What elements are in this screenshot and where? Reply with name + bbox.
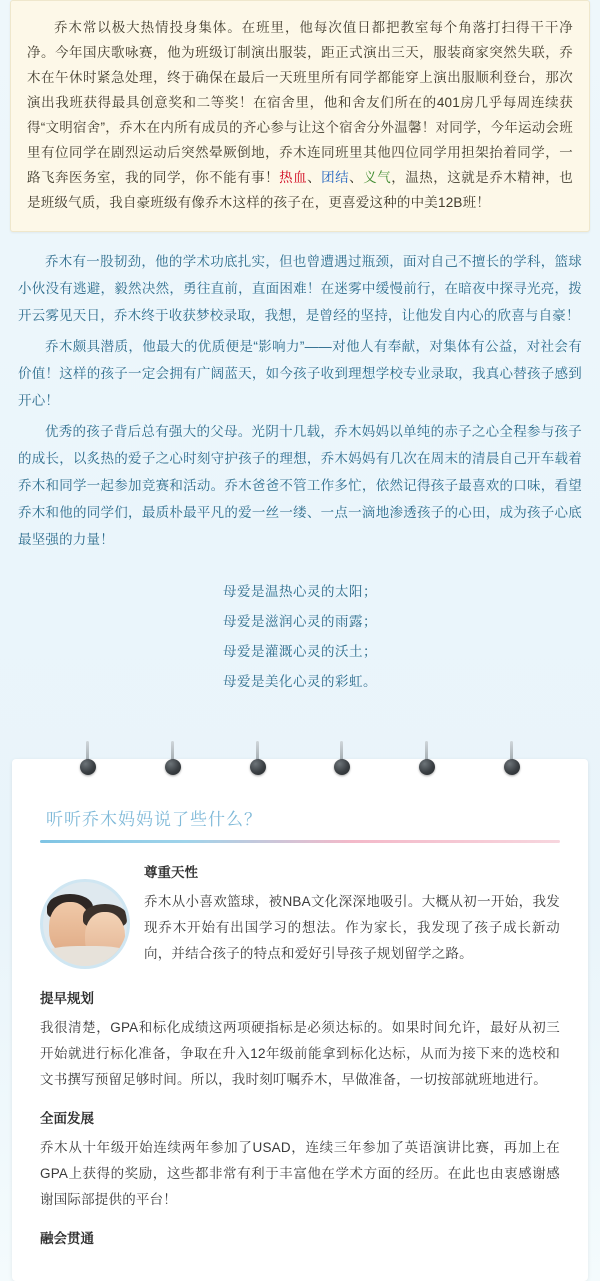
section-block-4: [40, 1227, 560, 1247]
blue-paragraph-3: 优秀的孩子背后总有强大的父母。光阴十几载，乔木妈妈以单纯的赤子之心全程参与孩子的成长，以炙热的爱子之心时刻守护孩子的理想，乔木妈妈有几次在周末的清晨自己开车载着乔木和同学一起参加竞赛和活动。乔木爸爸不管工作多忙，依然记得孩子最喜欢的口味，看望乔木和他的同学们，最质朴最平凡的爱一丝一缕、一点一滴地渗透孩子的心田，成为孩子心底最坚强的力量！: [18, 424, 582, 547]
blue-paragraph-1: 乔木有一股韧劲，他的学术功底扎实，但也曾遭遇过瓶颈，面对自己不擅长的学科，篮球小伙没有逃避，毅然决然，勇往直前，直面困难！在迷雾中缓慢前行，在暗夜中探寻光亮，拨开云雾见天日，乔木终于收获梦校录取，我想，是曾经的坚持，让他发自内心的欣喜与自豪！: [18, 254, 582, 323]
blue-body-block: [0, 232, 600, 563]
intro-text: [144, 861, 560, 973]
highlight-note-card: [10, 0, 590, 232]
intro-row: [40, 861, 560, 973]
notebook-card-wrapper: [12, 741, 588, 1281]
poem-line-2: 母爱是滋润心灵的雨露；: [223, 614, 377, 629]
poem-line-1: 母爱是温热心灵的太阳；: [223, 584, 377, 599]
note-card-paragraph: 乔木常以极大热情投身集体。在班里，他每次值日都把教室每个角落打扫得干干净净。今年国庆歌咏赛，他为班级订制演出服装，距正式演出三天，服装商家突然失联，乔木在午休时紧急处理，终于确保在最后一天班里所有同学都能穿上演出服顺利登台，那次演出我班获得最具创意奖和二等奖！在宿舍里，他和舍友们所在的401房几乎每周连续获得“文明宿舍”，乔木在内所有成员的齐心参与让这个宿舍分外温馨！对同学，今年运动会班里有位同学在剧烈运动后突然晕厥倒地，乔木连同班里其他四位同学用担架抬着同学，一路飞奔医务室，我的同学，你不能有事！热血、团结、义气，温热，这就是乔木精神，也是班级气质，我自豪班级有像乔木这样的孩子在，更喜爱这种的中美12B班！: [27, 20, 573, 210]
title-underline-rule: [40, 840, 560, 843]
section-block-2: [40, 987, 560, 1093]
section-heading-2: 提早规划: [40, 991, 94, 1006]
avatar: [40, 879, 130, 969]
blue-paragraph-2: 乔木颇具潜质，他最大的优质便是“影响力”——对他人有奉献，对集体有公益，对社会有价值！这样的孩子一定会拥有广阔蓝天，如今孩子收到理想学校专业录取，我真心替孩子感到开心！: [18, 339, 582, 408]
section-heading-1: 尊重天性: [144, 865, 198, 880]
notebook-title: 听听乔木妈妈说了些什么？: [46, 810, 262, 829]
section-block-3: [40, 1107, 560, 1213]
notebook-card: [12, 759, 588, 1281]
section-text-3: 乔木从十年级开始连续两年参加了USAD，连续三年参加了英语演讲比赛，再加上在GPA上获得的奖励，这些都非常有利于丰富他在学术方面的经历。在此也由衷感谢感谢国际部提供的平台！: [40, 1140, 560, 1207]
poem-line-3: 母爱是灌溉心灵的沃土；: [223, 644, 377, 659]
section-text-1: 乔木从小喜欢篮球，被NBA文化深深地吸引。大概从初一开始，我发现乔木开始有出国学习的想法。作为家长，我发现了孩子成长新动向，并结合孩子的特点和爱好引导孩子规划留学之路。: [144, 894, 560, 961]
section-text-2: 我很清楚，GPA和标化成绩这两项硬指标是必须达标的。如果时间允许，最好从初三开始就进行标化准备，争取在升入12年级前能拿到标化达标，从而为接下来的选校和文书撰写预留足够时间。所以，我时刻叮嘱乔木，早做准备，一切按部就班地进行。: [40, 1020, 560, 1087]
poem-block: [0, 563, 600, 723]
poem-line-4: 母爱是美化心灵的彩虹。: [223, 674, 377, 689]
section-heading-3: 全面发展: [40, 1111, 94, 1126]
section-heading-4: 融会贯通: [40, 1231, 94, 1246]
